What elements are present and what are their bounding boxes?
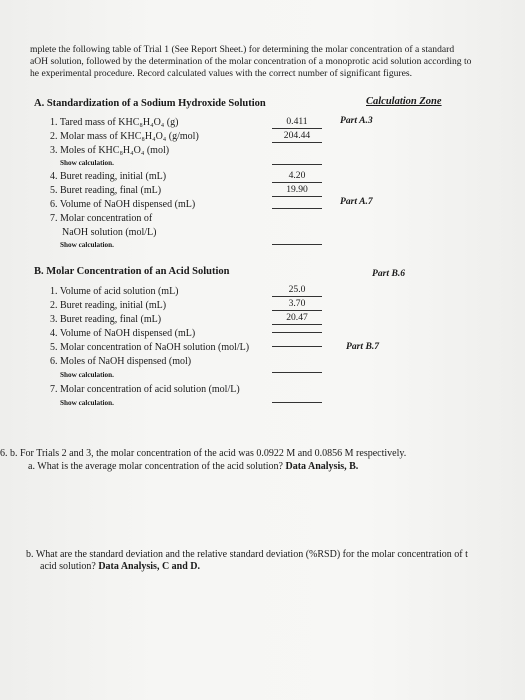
b-answer-line-4 [272,332,322,333]
a-show-calculation-1: Show calculation. [60,159,114,167]
part-a3-label: Part A.3 [340,115,373,126]
a-item-5: 5. Buret reading, final (mL) [50,185,162,196]
section-b-heading: B. Molar Concentration of an Acid Solution [34,266,230,277]
question-6a-text: a. What is the average molar concentration of the acid solution? [28,461,286,472]
a-answer-line-5 [272,196,322,197]
a-item-1: 1. Tared mass of KHC₈H₄O₄ (g) [50,117,179,128]
question-6b-part2-text: acid solution? [40,561,99,572]
question-6b-part2-continued [40,561,200,572]
b-answer-line-7 [272,402,322,403]
b-item-7: 7. Molar concentration of acid solution (mol/L) [50,384,240,395]
a-answer-line-1 [272,128,322,129]
a-value-tared-mass: 0.411 [286,116,308,127]
b-show-calculation-2: Show calculation. [60,399,114,407]
a-item-7: 7. Molar concentration of [50,213,153,224]
a-item-4: 4. Buret reading, initial (mL) [50,171,167,182]
part-b6-label: Part B.6 [372,268,406,279]
b-item-5: 5. Molar concentration of NaOH solution (mol/L) [50,342,250,353]
b-value-buret-final: 20.47 [286,312,308,323]
question-6b-part2-reference: Data Analysis, C and D. [98,561,201,572]
section-a-heading: A. Standardization of a Sodium Hydroxide Solution [34,98,266,109]
part-a7-label: Part A.7 [340,196,373,207]
a-item-6: 6. Volume of NaOH dispensed (mL) [50,199,196,210]
intro-line-3: he experimental procedure. Record calculated values with the correct number of significant figures. [30,68,412,79]
question-6a [28,461,358,472]
b-answer-line-6 [272,372,322,373]
b-item-4: 4. Volume of NaOH dispensed (mL) [50,328,196,339]
b-answer-line-3 [272,324,322,325]
part-b7-label: Part B.7 [346,341,380,352]
a-show-calculation-2: Show calculation. [60,241,114,249]
b-value-acid-volume: 25.0 [288,284,306,295]
b-answer-line-5 [272,346,322,347]
b-show-calculation-1: Show calculation. [60,371,114,379]
question-6a-reference: Data Analysis, B. [285,461,359,472]
intro-line-2: aOH solution, followed by the determination of the molar concentration of a monoprotic acid solution according to [30,56,472,67]
b-item-2: 2. Buret reading, initial (mL) [50,300,167,311]
calculation-zone-label: Calculation Zone [366,96,442,107]
question-6b-part2: b. What are the standard deviation and the relative standard deviation (%RSD) for the molar concentration of t [26,549,468,560]
a-value-molar-mass: 204.44 [283,130,311,141]
b-item-3: 3. Buret reading, final (mL) [50,314,162,325]
question-6b-intro: 6. b. For Trials 2 and 3, the molar concentration of the acid was 0.0922 M and 0.0856 M respectively. [0,448,407,459]
a-item-7-continued: NaOH solution (mol/L) [62,227,157,238]
b-item-1: 1. Volume of acid solution (mL) [50,286,179,297]
intro-line-1: mplete the following table of Trial 1 (See Report Sheet.) for determining the molar concentration of a standard [30,44,455,55]
b-answer-line-2 [272,310,322,311]
b-answer-line-1 [272,296,322,297]
a-answer-line-3 [272,164,322,165]
a-value-buret-final: 19.90 [286,184,308,195]
a-answer-line-2 [272,142,322,143]
a-answer-line-4 [272,182,322,183]
a-value-buret-initial: 4.20 [288,170,306,181]
a-item-2: 2. Molar mass of KHC₈H₄O₄ (g/mol) [50,131,199,142]
a-answer-line-6 [272,208,322,209]
a-answer-line-7 [272,244,322,245]
b-value-buret-initial: 3.70 [288,298,306,309]
b-item-6: 6. Moles of NaOH dispensed (mol) [50,356,192,367]
a-item-3: 3. Moles of KHC₈H₄O₄ (mol) [50,145,170,156]
